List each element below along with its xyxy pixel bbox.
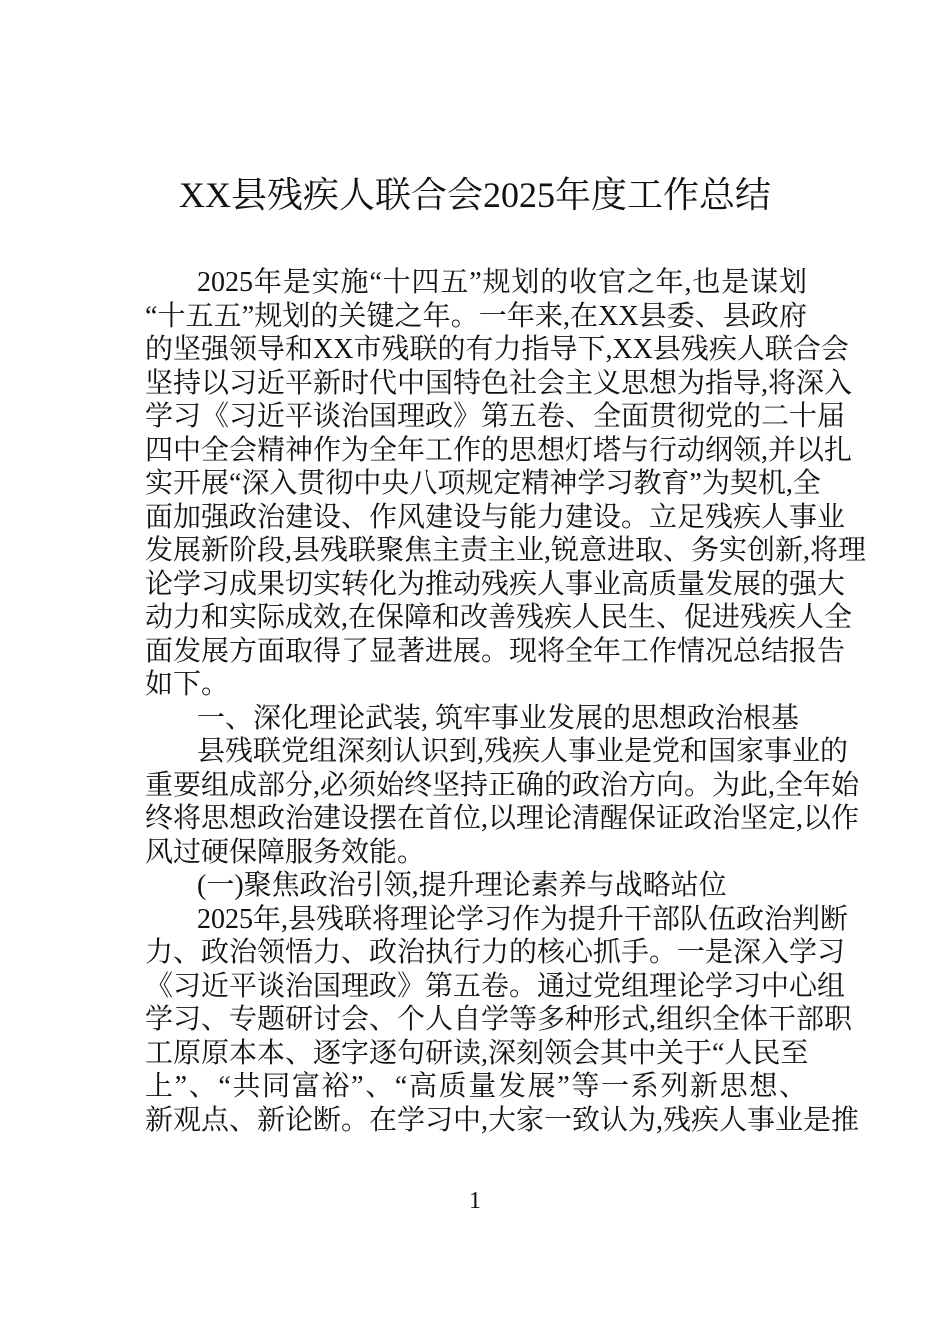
text-line: 新观点、新论断。在学习中,大家一致认为,残疾人事业是推 <box>145 1104 860 1136</box>
text-line: 县残联党组深刻认识到,残疾人事业是党和国家事业的 <box>197 736 849 767</box>
text-line: 面加强政治建设、作风建设与能力建设。立足残疾人事业 <box>145 501 846 533</box>
text-line: 发展新阶段,县残联聚焦主责主业,锐意进取、务实创新,将理 <box>145 535 867 566</box>
text-line: 坚持以习近平新时代中国特色社会主义思想为指导,将深入 <box>145 367 853 399</box>
text-line: 重要组成部分,必须始终坚持正确的政治方向。为此,全年始 <box>145 769 860 801</box>
text-line: 2025年是实施“十四五”规划的收官之年,也是谋划 <box>197 267 807 298</box>
text-line: 上”、“共同富裕”、“高质量发展”等一系列新思想、 <box>145 1071 807 1102</box>
text-line: (一)聚焦政治引领,提升理论素养与战略站位 <box>197 870 727 901</box>
text-line: 如下。 <box>145 669 230 700</box>
text-line: 风过硬保障服务效能。 <box>145 836 426 868</box>
text-line: 学习《习近平谈治国理政》第五卷、全面贯彻党的二十届 <box>145 401 846 432</box>
text-line: 论学习成果切实转化为推动残疾人事业高质量发展的强大 <box>145 568 846 600</box>
text-line: 《习近平谈治国理政》第五卷。通过党组理论学习中心组 <box>145 970 846 1002</box>
text-line: 动力和实际成效,在保障和改善残疾人民生、促进残疾人全 <box>145 602 853 633</box>
text-line: 四中全会精神作为全年工作的思想灯塔与行动纲领,并以扎 <box>145 434 853 466</box>
text-line: 面发展方面取得了显著进展。现将全年工作情况总结报告 <box>145 635 846 667</box>
text-line: 力、政治领悟力、政治执行力的核心抓手。一是深入学习 <box>145 937 846 968</box>
document-title: XX县残疾人联合会2025年度工作总结 <box>179 175 771 215</box>
page-number: 1 <box>469 1188 481 1214</box>
text-line: 2025年,县残联将理论学习作为提升干部队伍政治判断 <box>197 903 849 935</box>
text-line: 学习、专题研讨会、个人自学等多种形式,组织全体干部职 <box>145 1004 853 1035</box>
document-body <box>145 266 867 1137</box>
text-line: 一、深化理论武装, 筑牢事业发展的思想政治根基 <box>197 702 800 734</box>
text-line: 的坚强领导和XX市残联的有力指导下,XX县残疾人联合会 <box>145 334 849 365</box>
text-line: 终将思想政治建设摆在首位,以理论清醒保证政治坚定,以作 <box>145 803 860 834</box>
text-line: 实开展“深入贯彻中央八项规定精神学习教育”为契机,全 <box>145 468 821 499</box>
text-line: 工原原本本、逐字逐句研读,深刻领会其中关于“人民至 <box>145 1037 809 1069</box>
text-line: “十五五”规划的关键之年。一年来,在XX县委、县政府 <box>145 300 807 332</box>
